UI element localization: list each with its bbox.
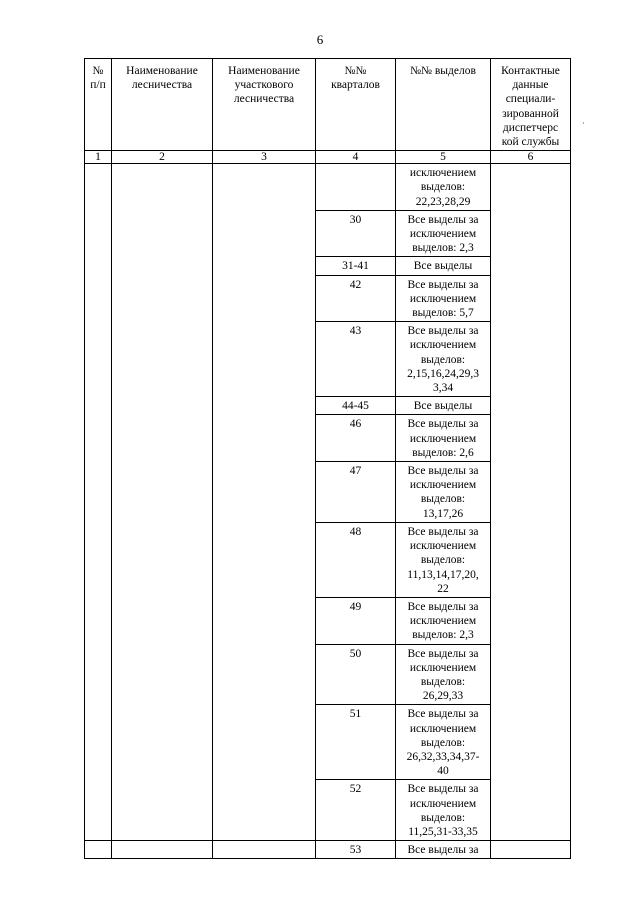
sections-cell: Все выделы за исключением выделов: 5,7 (396, 275, 491, 322)
column-header-3: Наименование участкового лесничества (213, 59, 316, 151)
column-header-4: №№ кварталов (316, 59, 396, 151)
sections-cell: Все выделы за (396, 841, 491, 859)
column-header-1: № п/п (85, 59, 112, 151)
quarter-cell: 48 (316, 522, 396, 597)
sections-cell: Все выделы за исключением выделов: 2,15,16,24,29,3 3,34 (396, 322, 491, 397)
column-header-6: Контактные данные специали- зированной диспетчерс кой службы (491, 59, 571, 151)
sections-cell: Все выделы за исключением выделов: 2,3 (396, 597, 491, 644)
quarter-cell: 44-45 (316, 397, 396, 415)
empty-cell-col-6 (491, 164, 571, 841)
sections-cell: Все выделы (396, 257, 491, 275)
sections-cell: Все выделы за исключением выделов: 26,29,33 (396, 644, 491, 705)
column-number-4: 4 (316, 151, 396, 164)
column-number-2: 2 (112, 151, 213, 164)
quarter-cell: 53 (316, 841, 396, 859)
quarter-cell: 49 (316, 597, 396, 644)
sections-cell: Все выделы за исключением выделов: 13,17,26 (396, 462, 491, 523)
empty-cell-col-3 (213, 164, 316, 841)
column-number-5: 5 (396, 151, 491, 164)
quarter-cell: 31-41 (316, 257, 396, 275)
column-number-1: 1 (85, 151, 112, 164)
sections-cell: Все выделы за исключением выделов: 26,32,33,34,37- 40 (396, 705, 491, 780)
quarter-cell: 50 (316, 644, 396, 705)
table-row (85, 841, 571, 859)
sections-cell: Все выделы за исключением выделов: 2,6 (396, 415, 491, 462)
quarter-cell: 52 (316, 780, 396, 841)
empty-cell-col-2 (112, 841, 213, 859)
empty-cell-col-6 (491, 841, 571, 859)
forest-sections-table (84, 58, 571, 859)
sections-cell: Все выделы за исключением выделов: 11,25,31-33,35 (396, 780, 491, 841)
sections-cell: Все выделы (396, 397, 491, 415)
empty-cell-col-1 (85, 164, 112, 841)
quarter-cell (316, 164, 396, 211)
table-header (85, 59, 571, 164)
sections-cell: исключением выделов: 22,23,28,29 (396, 164, 491, 211)
empty-cell-col-3 (213, 841, 316, 859)
empty-cell-col-2 (112, 164, 213, 841)
table-row (85, 164, 571, 211)
header-row (85, 59, 571, 151)
quarter-cell: 51 (316, 705, 396, 780)
quarter-cell: 30 (316, 210, 396, 257)
quarter-cell: 42 (316, 275, 396, 322)
quarter-cell: 43 (316, 322, 396, 397)
table-body (85, 164, 571, 859)
sections-cell: Все выделы за исключением выделов: 11,13,14,17,20, 22 (396, 522, 491, 597)
sections-cell: Все выделы за исключением выделов: 2,3 (396, 210, 491, 257)
quarter-cell: 46 (316, 415, 396, 462)
column-number-3: 3 (213, 151, 316, 164)
column-number-row (85, 151, 571, 164)
quarter-cell: 47 (316, 462, 396, 523)
margin-mark: · (582, 118, 585, 128)
column-header-5: №№ выделов (396, 59, 491, 151)
column-header-2: Наименование лесничества (112, 59, 213, 151)
column-number-6: 6 (491, 151, 571, 164)
page-number: 6 (316, 32, 324, 47)
empty-cell-col-1 (85, 841, 112, 859)
